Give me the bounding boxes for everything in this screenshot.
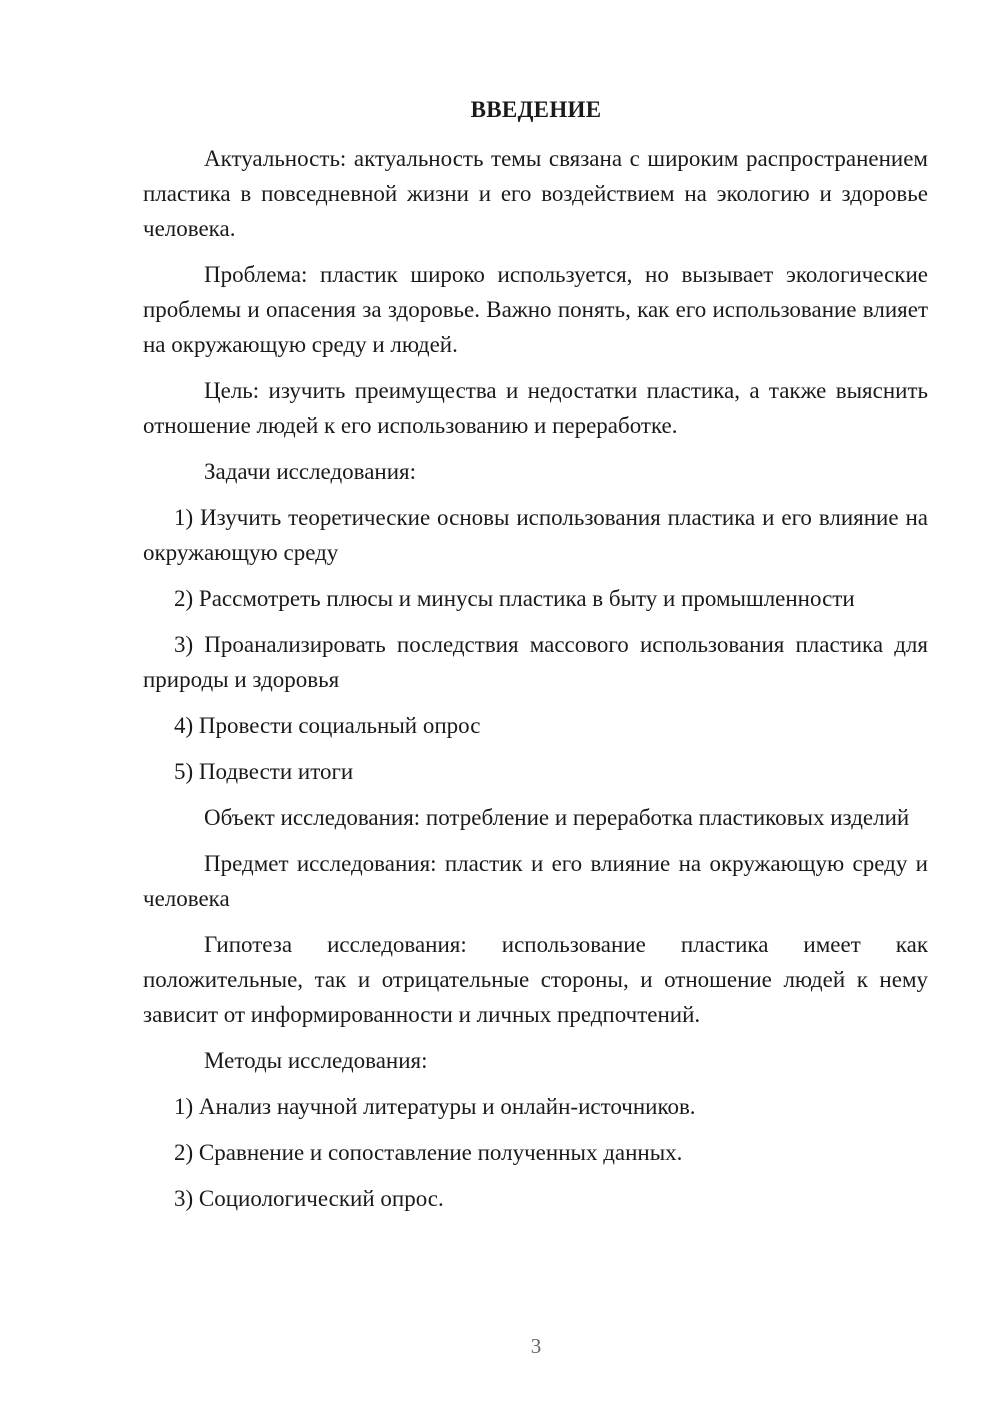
paragraph-goal: Цель: изучить преимущества и недостатки пластика, а также выяснить отношение людей к его использованию и переработке.	[143, 378, 928, 438]
task-item: 3) Проанализировать последствия массового использования пластика для природы и здоровья	[143, 632, 928, 692]
body-text	[143, 141, 928, 1227]
method-item: 3) Социологический опрос.	[174, 1186, 444, 1211]
paragraph-methods-heading: Методы исследования:	[204, 1048, 428, 1073]
task-item: 1) Изучить теоретические основы использования пластика и его влияние на окружающую среду	[143, 505, 928, 565]
task-item: 5) Подвести итоги	[174, 759, 354, 784]
task-item: 4) Провести социальный опрос	[174, 713, 481, 738]
paragraph-tasks-heading: Задачи исследования:	[204, 459, 417, 484]
page-number: 3	[530, 1334, 542, 1358]
paragraph-problem: Проблема: пластик широко используется, но вызывает экологические проблемы и опасения за здоровье. Важно понять, как его использование влияет на окружающую среду и людей.	[143, 262, 928, 357]
page-title: ВВЕДЕНИЕ	[470, 97, 602, 122]
paragraph-relevance: Актуальность: актуальность темы связана с широким распространением пластика в повседневной жизни и его воздействием на экологию и здоровье человека.	[143, 146, 928, 241]
method-item: 1) Анализ научной литературы и онлайн-источников.	[174, 1094, 696, 1119]
method-item: 2) Сравнение и сопоставление полученных данных.	[174, 1140, 683, 1165]
paragraph-hypothesis: Гипотеза исследования: использование пластика имеет как положительные, так и отрицательные стороны, и отношение людей к нему зависит от информированности и личных предпочтений.	[143, 932, 928, 1027]
paragraph-subject: Предмет исследования: пластик и его влияние на окружающую среду и человека	[143, 851, 928, 911]
paragraph-object: Объект исследования: потребление и переработка пластиковых изделий	[204, 805, 910, 830]
task-item: 2) Рассмотреть плюсы и минусы пластика в быту и промышленности	[174, 586, 855, 611]
